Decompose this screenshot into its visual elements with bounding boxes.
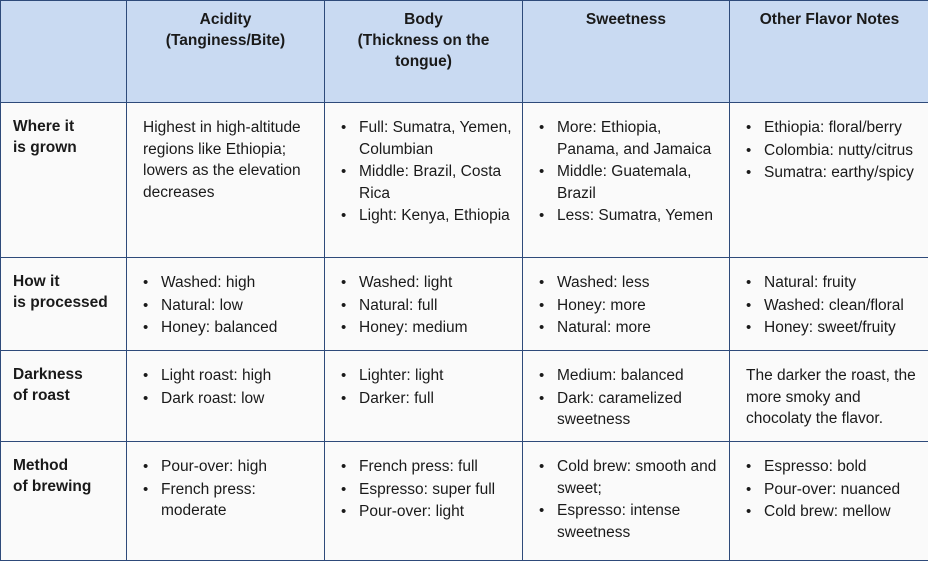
header-body: Body (Thickness on the tongue) [325, 1, 523, 103]
row-label-darkness-roast: Darkness of roast [1, 351, 127, 442]
list-item: • Honey: balanced [143, 317, 314, 339]
row-darkness-roast [1, 351, 928, 442]
cell-body [325, 442, 523, 561]
list-item: • Natural: more [539, 317, 719, 339]
row-label-how-processed: How it is processed [1, 258, 127, 351]
list-item: • Middle: Guatemala, Brazil [539, 161, 719, 204]
cell-text: The darker the roast, the more smoky and chocolaty the flavor. [746, 365, 919, 430]
cell-acidity [127, 442, 325, 561]
list-item: • Colombia: nutty/citrus [746, 140, 919, 162]
cell-acidity [127, 103, 325, 258]
list-item: • Light roast: high [143, 365, 314, 387]
list-item: • Ethiopia: floral/berry [746, 117, 919, 139]
list-item: • Lighter: light [341, 365, 512, 387]
cell-sweetness [523, 258, 730, 351]
cell-sweetness [523, 103, 730, 258]
cell-body [325, 258, 523, 351]
corner-header [1, 1, 127, 103]
row-how-processed [1, 258, 928, 351]
list-item: • Washed: clean/floral [746, 295, 919, 317]
row-where-grown [1, 103, 928, 258]
list-item: • French press: full [341, 456, 512, 478]
cell-sweetness [523, 442, 730, 561]
cell-sweetness [523, 351, 730, 442]
list-item: • Dark: caramelized sweetness [539, 388, 719, 431]
list-item: • Pour-over: light [341, 501, 512, 523]
list-item: • French press: moderate [143, 479, 314, 522]
list-item: • Cold brew: mellow [746, 501, 919, 523]
header-other-flavor-notes: Other Flavor Notes [730, 1, 928, 103]
list-item: • Less: Sumatra, Yemen [539, 205, 719, 227]
list-item: • Espresso: intense sweetness [539, 500, 719, 543]
cell-text: Highest in high-altitude regions like Ethiopia; lowers as the elevation decreases [143, 117, 314, 203]
list-item: • Washed: light [341, 272, 512, 294]
cell-acidity [127, 258, 325, 351]
row-label-where-grown: Where it is grown [1, 103, 127, 258]
cell-other [730, 258, 928, 351]
cell-body [325, 103, 523, 258]
list-item: • Pour-over: high [143, 456, 314, 478]
cell-other [730, 103, 928, 258]
list-item: • Cold brew: smooth and sweet; [539, 456, 719, 499]
list-item: • Honey: medium [341, 317, 512, 339]
row-label-method-brewing: Method of brewing [1, 442, 127, 561]
list-item: • Honey: sweet/fruity [746, 317, 919, 339]
list-item: • Pour-over: nuanced [746, 479, 919, 501]
cell-other [730, 351, 928, 442]
list-item: • Medium: balanced [539, 365, 719, 387]
header-sweetness: Sweetness [523, 1, 730, 103]
cell-acidity [127, 351, 325, 442]
list-item: • Washed: high [143, 272, 314, 294]
list-item: • More: Ethiopia, Panama, and Jamaica [539, 117, 719, 160]
list-item: • Dark roast: low [143, 388, 314, 410]
list-item: • Light: Kenya, Ethiopia [341, 205, 512, 227]
list-item: • Full: Sumatra, Yemen, Columbian [341, 117, 512, 160]
list-item: • Honey: more [539, 295, 719, 317]
list-item: • Darker: full [341, 388, 512, 410]
list-item: • Washed: less [539, 272, 719, 294]
list-item: • Natural: low [143, 295, 314, 317]
list-item: • Espresso: bold [746, 456, 919, 478]
header-acidity: Acidity (Tanginess/Bite) [127, 1, 325, 103]
cell-body [325, 351, 523, 442]
row-method-brewing [1, 442, 928, 561]
list-item: • Espresso: super full [341, 479, 512, 501]
list-item: • Natural: full [341, 295, 512, 317]
header-row [1, 1, 928, 103]
list-item: • Middle: Brazil, Costa Rica [341, 161, 512, 204]
list-item: • Natural: fruity [746, 272, 919, 294]
list-item: • Sumatra: earthy/spicy [746, 162, 919, 184]
cell-other [730, 442, 928, 561]
